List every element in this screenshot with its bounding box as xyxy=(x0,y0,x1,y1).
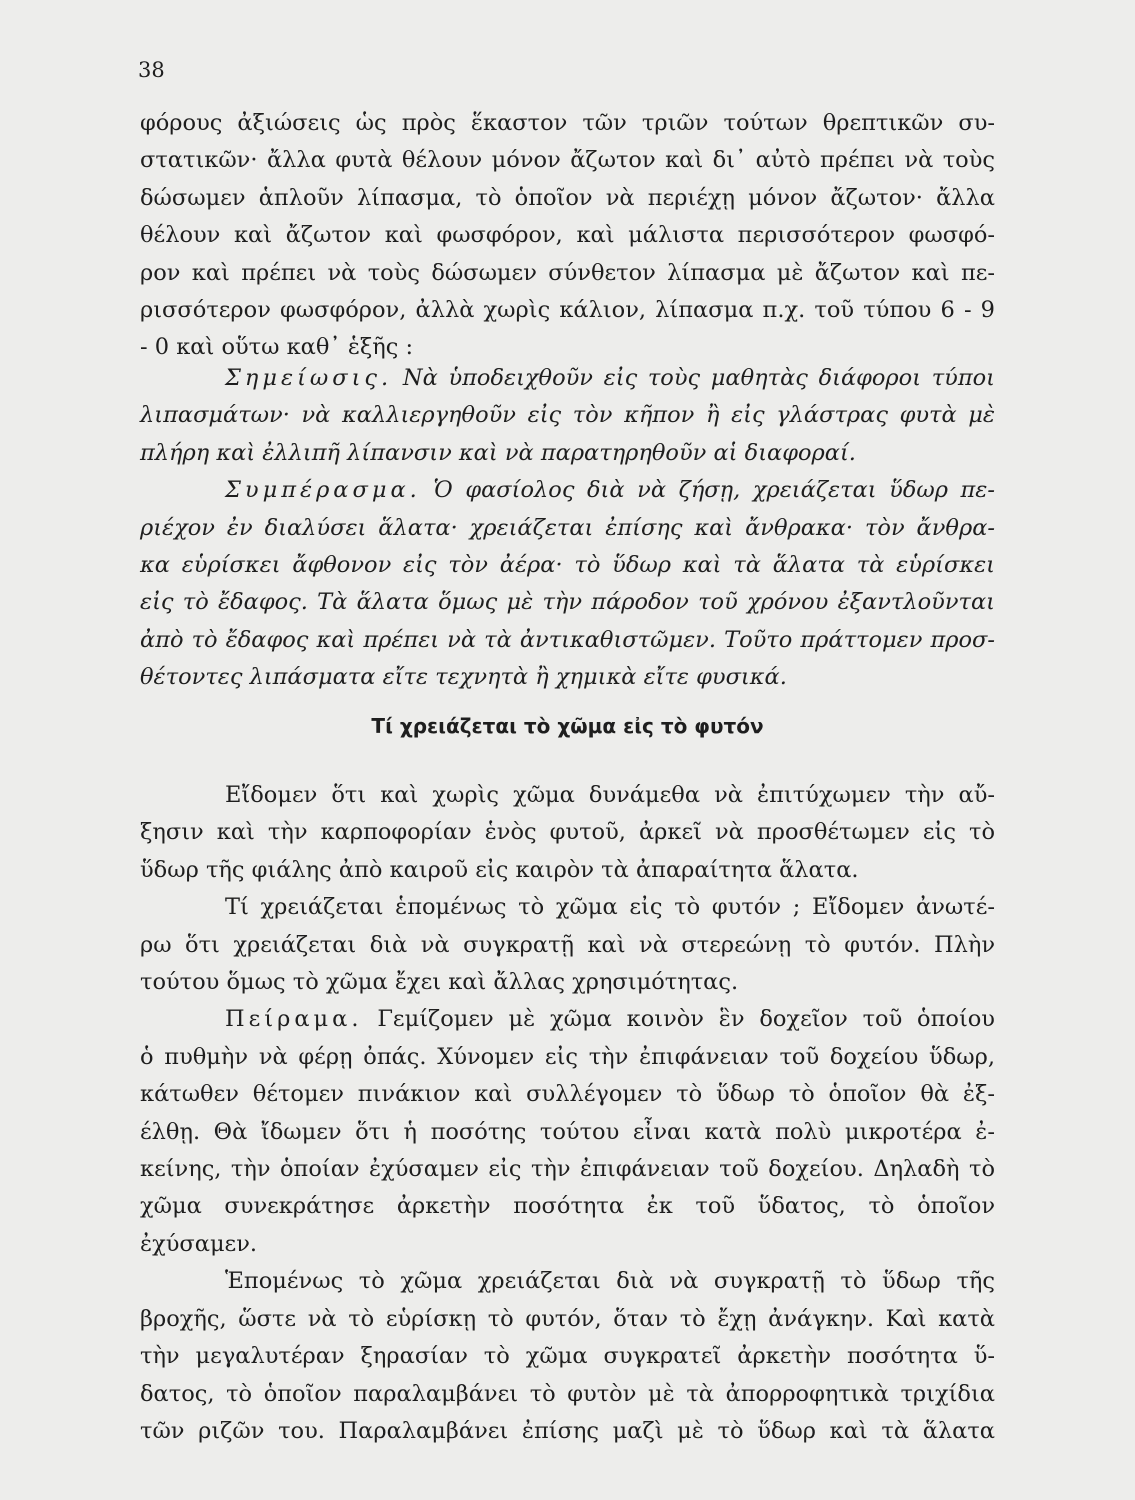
note-label: Σημείωσις. xyxy=(225,365,393,391)
text-line: φόρους ἀξιώσεις ὡς πρὸς ἕκαστον τῶν τριῶν τούτων θρεπτικῶν συ- xyxy=(140,110,995,136)
conclusion-first-line xyxy=(140,472,995,509)
text-line: ὁ πυθμὴν νὰ φέρῃ ὀπάς. Χύνομεν εἰς τὴν ἐπιφάνειαν τοῦ δοχείου ὕδωρ, xyxy=(140,1043,995,1070)
section-body xyxy=(140,777,995,1450)
text-line: ξησιν καὶ τὴν καρποφορίαν ἑνὸς φυτοῦ, ἀρκεῖ νὰ προσθέτωμεν εἰς τὸ xyxy=(140,819,995,846)
note-first-line xyxy=(140,360,995,397)
text-line: κάτωθεν θέτομεν πινάκιον καὶ συλλέγομεν τὸ ὕδωρ τὸ ὁποῖον θὰ ἐξ- xyxy=(140,1081,995,1108)
text-line: χῶμα συνεκράτησε ἀρκετὴν ποσότητα ἐκ τοῦ ὕδατος, τὸ ὁποῖον ἐχύσαμεν. xyxy=(140,1193,995,1257)
text-line: πλήρη καὶ ἐλλιπῆ λίπανσιν καὶ νὰ παρατηρηθοῦν αἱ διαφοραί. xyxy=(140,439,856,466)
section-heading: Τί χρειάζεται τὸ χῶμα εἰς τὸ φυτόν xyxy=(371,714,764,738)
conclusion-text: Ὁ φασίολος διὰ νὰ ζήσῃ, χρειάζεται ὕδωρ πε- xyxy=(433,477,995,504)
text-line: ρισσότερον φωσφόρον, ἀλλὰ χωρὶς κάλιον, λίπασμα π.χ. τοῦ τύπου 6 - 9 xyxy=(140,297,995,324)
text-line: έλθῃ. Θὰ ἴδωμεν ὅτι ἡ ποσότης τούτου εἶναι κατὰ πολὺ μικροτέρα ἐ- xyxy=(140,1118,995,1145)
experiment-text: Γεμίζομεν μὲ χῶμα κοινὸν ἓν δοχεῖον τοῦ ὁποίου xyxy=(377,1006,995,1033)
text-line: Τί χρειάζεται ἑπομένως τὸ χῶμα εἰς τὸ φυτόν ; Εἴδομεν ἀνωτέ- xyxy=(225,894,995,921)
text-line: ἀπὸ τὸ ἔδαφος καὶ πρέπει νὰ τὰ ἀντικαθιστῶμεν. Τοῦτο πράττομεν προσ- xyxy=(140,626,995,653)
intro-paragraph xyxy=(140,105,995,367)
experiment-label: Πείραμα. xyxy=(225,1006,363,1033)
conclusion-label: Συμπέρασμα. xyxy=(225,477,421,504)
text-line: ριέχον ἐν διαλύσει ἅλατα· χρειάζεται ἐπίσης καὶ ἄνθρακα· τὸν ἄνθρα- xyxy=(140,514,995,541)
text-line: θέλουν καὶ ἄζωτον καὶ φωσφόρον, καὶ μάλιστα περισσότερον φωσφό- xyxy=(140,222,995,249)
page-number: 38 xyxy=(138,58,165,82)
experiment-first-line xyxy=(140,1001,995,1038)
text-line: - 0 καὶ οὕτω καθ᾽ ἑξῆς : xyxy=(140,334,414,361)
note-text: Νὰ ὑποδειχθοῦν εἰς τοὺς μαθητὰς διάφοροι τύποι xyxy=(402,365,995,391)
text-line: εἰς τὸ ἔδαφος. Τὰ ἅλατα ὅμως μὲ τὴν πάροδον τοῦ χρόνου ἐξαντλοῦνται xyxy=(140,589,995,616)
text-line: θέτοντες λιπάσματα εἴτε τεχνητὰ ἢ χημικὰ εἴτε φυσικά. xyxy=(140,664,787,691)
text-line: ρον καὶ πρέπει νὰ τοὺς δώσωμεν σύνθετον λίπασμα μὲ ἄζωτον καὶ πε- xyxy=(140,259,995,286)
text-line: Εἴδομεν ὅτι καὶ χωρὶς χῶμα δυνάμεθα νὰ ἐπιτύχωμεν τὴν αὔ- xyxy=(225,782,995,808)
text-line: στατικῶν· ἄλλα φυτὰ θέλουν μόνον ἄζωτον καὶ δι᾽ αὐτὸ πρέπει νὰ τοὺς xyxy=(140,147,995,174)
text-line: δατος, τὸ ὁποῖον παραλαμβάνει τὸ φυτὸν μὲ τὰ ἀπορροφητικὰ τριχίδια xyxy=(140,1380,995,1407)
text-line: τῶν ριζῶν του. Παραλαμβάνει ἐπίσης μαζὶ μὲ τὸ ὕδωρ καὶ τὰ ἅλατα xyxy=(140,1417,995,1444)
text-line: Ἑπομένως τὸ χῶμα χρειάζεται διὰ νὰ συγκρατῇ τὸ ὕδωρ τῆς xyxy=(225,1268,995,1295)
text-line: κα εὑρίσκει ἄφθονον εἰς τὸν ἀέρα· τὸ ὕδωρ καὶ τὰ ἅλατα τὰ εὑρίσκει xyxy=(140,552,995,579)
text-line: βροχῆς, ὥστε νὰ τὸ εὑρίσκῃ τὸ φυτόν, ὅταν τὸ ἔχῃ ἀνάγκην. Καὶ κατὰ xyxy=(140,1305,995,1332)
text-line: ὕδωρ τῆς φιάλης ἀπὸ καιροῦ εἰς καιρὸν τὰ ἀπαραίτητα ἅλατα. xyxy=(140,856,859,883)
text-line: τούτου ὅμως τὸ χῶμα ἔχει καὶ ἄλλας χρησιμότητας. xyxy=(140,969,739,996)
text-line: δώσωμεν ἁπλοῦν λίπασμα, τὸ ὁποῖον νὰ περιέχῃ μόνον ἄζωτον· ἄλλα xyxy=(140,184,995,211)
text-line: ρω ὅτι χρειάζεται διὰ νὰ συγκρατῇ καὶ νὰ στερεώνῃ τὸ φυτόν. Πλὴν xyxy=(140,931,995,958)
note-and-conclusion xyxy=(140,360,995,697)
text-line: κείνης, τὴν ὁποίαν ἐχύσαμεν εἰς τὴν ἐπιφάνειαν τοῦ δοχείου. Δηλαδὴ τὸ xyxy=(140,1156,995,1183)
text-line: τὴν μεγαλυτέραν ξηρασίαν τὸ χῶμα συγκρατεῖ ἀρκετὴν ποσότητα ὕ- xyxy=(140,1343,995,1370)
text-line: λιπασμάτων· νὰ καλλιεργηθοῦν εἰς τὸν κῆπον ἢ εἰς γλάστρας φυτὰ μὲ xyxy=(140,402,995,429)
